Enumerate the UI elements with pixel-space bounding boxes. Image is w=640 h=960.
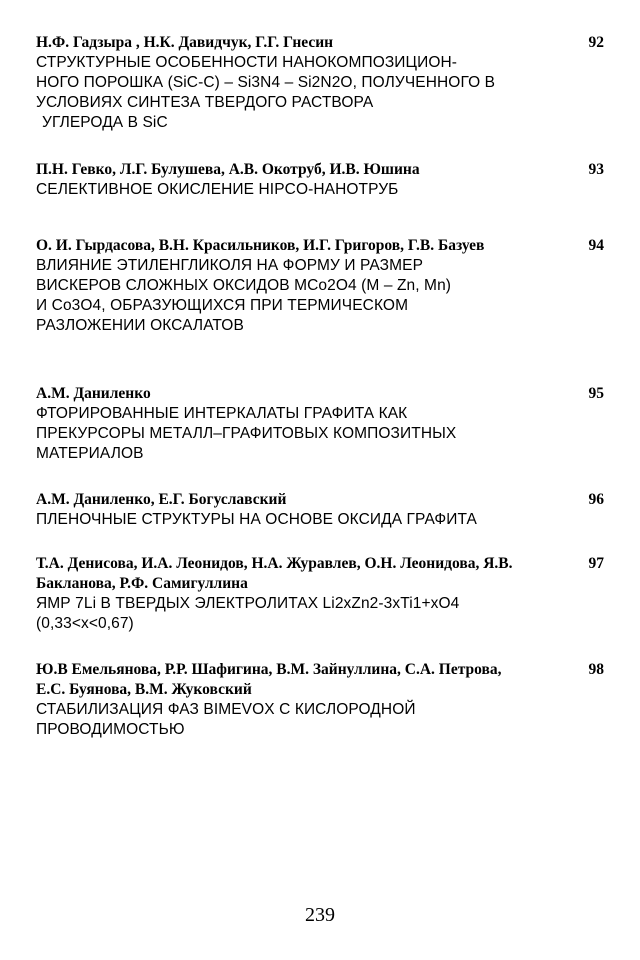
title-line: МАТЕРИАЛОВ	[36, 445, 144, 462]
toc-entry	[36, 33, 604, 133]
entry-authors: А.М. Даниленко, Е.Г. Богуславский	[36, 491, 287, 508]
entry-authors: Т.А. Денисова, И.А. Леонидов, Н.А. Журавлев, О.Н. Леонидова, Я.В. Бакланова, Р.Ф. Самигуллина	[36, 555, 513, 592]
title-line: УСЛОВИЯХ СИНТЕЗА ТВЕРДОГО РАСТВОРА	[36, 94, 374, 111]
title-line: СТРУКТУРНЫЕ ОСОБЕННОСТИ НАНОКОМПОЗИЦИОН-	[36, 54, 458, 71]
entry-page-number: 98	[588, 661, 604, 678]
title-line: УГЛЕРОДА В SiC	[42, 114, 168, 131]
entry-authors: П.Н. Гевко, Л.Г. Булушева, А.В. Окотруб, И.В. Юшина	[36, 161, 420, 178]
entry-title	[36, 510, 576, 530]
entry-title	[36, 700, 576, 740]
title-line: СЕЛЕКТИВНОЕ ОКИСЛЕНИЕ HIPCO-НАНОТРУБ	[36, 181, 399, 198]
entry-page-number: 97	[588, 555, 604, 572]
title-line: ЯМР 7Li В ТВЕРДЫХ ЭЛЕКТРОЛИТАХ Li2xZn2-3xTi1+xO4	[36, 595, 460, 612]
entry-title	[36, 180, 576, 200]
toc-entry	[36, 660, 604, 740]
title-line: ВИСКЕРОВ СЛОЖНЫХ ОКСИДОВ MCo2O4 (M – Zn, Mn)	[36, 277, 452, 294]
toc-entry	[36, 160, 604, 200]
title-line: РАЗЛОЖЕНИИ ОКСАЛАТОВ	[36, 317, 244, 334]
entry-page-number: 95	[588, 385, 604, 402]
title-line: И Co3O4, ОБРАЗУЮЩИХСЯ ПРИ ТЕРМИЧЕСКОМ	[36, 297, 409, 314]
entry-title	[36, 404, 576, 464]
entry-authors: Н.Ф. Гадзыра , Н.К. Давидчук, Г.Г. Гнесин	[36, 34, 334, 51]
toc-entry	[36, 236, 604, 336]
entry-page-number: 93	[588, 161, 604, 178]
page-folio-number: 239	[305, 904, 335, 926]
title-line: ПЛЕНОЧНЫЕ СТРУКТУРЫ НА ОСНОВЕ ОКСИДА ГРАФИТА	[36, 511, 477, 528]
title-line: СТАБИЛИЗАЦИЯ ФАЗ BIMEVOX С КИСЛОРОДНОЙ	[36, 701, 416, 718]
entry-title	[36, 594, 576, 634]
title-line: ФТОРИРОВАННЫЕ ИНТЕРКАЛАТЫ ГРАФИТА КАК	[36, 405, 408, 422]
title-line: ВЛИЯНИЕ ЭТИЛЕНГЛИКОЛЯ НА ФОРМУ И РАЗМЕР	[36, 257, 424, 274]
title-line: НОГО ПОРОШКА (SiC-C) – Si3N4 – Si2N2O, ПОЛУЧЕННОГО В	[36, 74, 496, 91]
title-line: ПРЕКУРСОРЫ МЕТАЛЛ–ГРАФИТОВЫХ КОМПОЗИТНЫХ	[36, 425, 457, 442]
entry-page-number: 94	[588, 237, 604, 254]
entry-title	[36, 53, 576, 133]
title-line: ПРОВОДИМОСТЬЮ	[36, 721, 185, 738]
entry-authors: Ю.В Емельянова, Р.Р. Шафигина, В.М. Зайнуллина, С.А. Петрова, Е.С. Буянова, В.М. Жуковский	[36, 661, 502, 698]
toc-entry	[36, 490, 604, 530]
toc-entry	[36, 384, 604, 464]
entry-page-number: 96	[588, 491, 604, 508]
title-line: (0,33<x<0,67)	[36, 615, 134, 632]
entry-title	[36, 256, 576, 336]
entry-authors: О. И. Гырдасова, В.Н. Красильников, И.Г. Григоров, Г.В. Базуев	[36, 237, 485, 254]
entry-page-number: 92	[588, 34, 604, 51]
entry-authors: А.М. Даниленко	[36, 385, 151, 402]
toc-entry	[36, 554, 604, 634]
